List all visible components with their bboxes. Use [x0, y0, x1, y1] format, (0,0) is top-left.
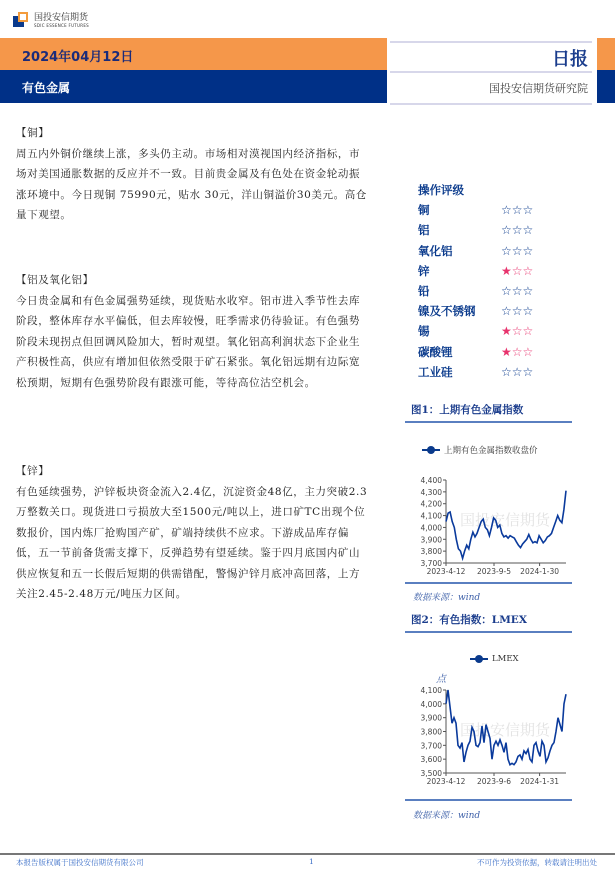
report-date: 2024年04月12日	[22, 50, 134, 65]
section-copper	[16, 123, 371, 226]
metal-name: 铅	[418, 284, 430, 299]
star-empty-icon: ☆	[522, 344, 534, 359]
y-tick-label: 3,800	[420, 727, 442, 737]
star-empty-icon: ☆	[511, 203, 523, 218]
section-zinc	[16, 461, 371, 605]
right-strip-orange	[597, 38, 615, 70]
metal-name: 工业硅	[418, 364, 453, 379]
metal-name: 锡	[418, 324, 430, 339]
rating-row	[418, 261, 533, 281]
star-empty-icon: ☆	[522, 203, 534, 218]
legend-marker-icon	[470, 658, 488, 660]
chart1-plot	[405, 470, 575, 585]
footer-rule	[0, 853, 615, 855]
y-tick-label: 3,500	[420, 769, 442, 778]
star-empty-icon: ☆	[511, 284, 523, 299]
star-empty-icon: ☆	[522, 223, 534, 238]
chart2-bottom-rule	[405, 799, 572, 801]
section-body: 今日贵金属和有色金属强势延续，现货贴水收窄。铝市进入季节性去库阶段，整体库存水平偏低，但去库较慢，旺季需求仍待验证。有色强势阶段未现拐点但回调风险加大，暂时观望。氧化铝高利润状态下企业生产积极性高，供应有增加但依然受限于矿石紧张。氧化铝远期有边际宽松预期，短期有色强势阶段有跟涨可能，等待高位沽空机会。	[16, 294, 361, 389]
rating-title: 操作评级	[418, 183, 464, 198]
institute-name: 国投安信期货研究院	[489, 82, 588, 95]
x-tick-label: 2023-9-5	[476, 567, 512, 576]
star-empty-icon: ☆	[511, 364, 523, 379]
y-tick-label: 4,100	[420, 511, 442, 521]
report-type: 日报	[552, 49, 588, 70]
section-title: 【锌】	[16, 465, 50, 477]
rating-row	[418, 301, 533, 321]
rating-row	[418, 342, 533, 362]
metal-name: 氧化铝	[418, 243, 453, 258]
rating-row	[418, 321, 533, 341]
sector-label: 有色金属	[22, 81, 71, 95]
y-tick-label: 3,700	[420, 741, 442, 751]
chart1-top-rule	[405, 421, 572, 423]
section-aluminum	[16, 270, 371, 393]
star-filled-icon: ★	[501, 324, 512, 339]
x-tick-label: 2024-1-30	[520, 567, 560, 576]
star-filled-icon: ★	[501, 344, 512, 359]
page-number: 1	[309, 857, 314, 866]
y-tick-label: 4,100	[420, 686, 442, 695]
star-empty-icon: ☆	[511, 263, 523, 278]
star-empty-icon: ☆	[511, 304, 523, 319]
company-logo	[13, 12, 89, 28]
legend-marker-icon	[422, 449, 440, 451]
star-empty-icon: ☆	[501, 243, 512, 258]
metal-name: 碳酸锂	[418, 344, 453, 359]
x-tick-label: 2023-4-12	[426, 777, 466, 786]
x-tick-label: 2023-9-6	[476, 777, 512, 786]
metal-name: 镍及不锈钢	[418, 304, 476, 319]
star-empty-icon: ☆	[522, 263, 534, 278]
logo-icon	[13, 12, 29, 28]
y-tick-label: 4,000	[420, 699, 442, 709]
y-tick-label: 3,900	[420, 713, 442, 723]
star-filled-icon: ★	[501, 263, 512, 278]
star-empty-icon: ☆	[511, 243, 523, 258]
star-empty-icon: ☆	[501, 284, 512, 299]
star-empty-icon: ☆	[511, 344, 523, 359]
star-empty-icon: ☆	[501, 364, 512, 379]
chart2-title: 图2：有色指数：LMEX	[411, 614, 527, 626]
rating-row	[418, 281, 533, 301]
title-box-divider	[390, 71, 592, 73]
logo-en: SDIC ESSENCE FUTURES	[34, 22, 90, 28]
star-empty-icon: ☆	[522, 324, 534, 339]
y-tick-label: 3,900	[420, 535, 442, 545]
star-empty-icon: ☆	[522, 304, 534, 319]
y-tick-label: 3,700	[420, 559, 442, 568]
footer-disclaimer: 不可作为投资依据，转载请注明出处	[477, 858, 597, 867]
star-empty-icon: ☆	[501, 203, 512, 218]
metal-name: 锌	[418, 263, 430, 278]
y-tick-label: 4,200	[420, 499, 442, 509]
rating-table	[418, 180, 533, 382]
chart1-title: 图1：上期有色金属指数	[411, 404, 524, 416]
watermark-text: 国投安信期货	[459, 721, 551, 739]
section-body: 有色延续强势，沪锌板块资金流入2.4亿，沉淀资金48亿，主力突破2.3万整数关口。现货进口亏损放大至1500元/吨以上，进口矿TC出现个位数报价，国内炼厂抢购国产矿，矿端持续供不应求。下游成品库存偏低，五一节前备货需支撑下，反弹趋势有望延续。鉴于四月底国内矿山供应恢复和五一长假后短期的供需错配，警惕沪锌月底冲高回落，上方关注2.45-2.48万元/吨压力区间。	[16, 485, 368, 600]
section-title: 【铜】	[16, 127, 50, 139]
y-tick-label: 4,000	[420, 523, 442, 533]
star-empty-icon: ☆	[522, 284, 534, 299]
chart2-ylabel: 点	[436, 674, 446, 685]
rating-row	[418, 200, 533, 220]
y-tick-label: 3,600	[420, 755, 442, 765]
legend-label: 上期有色金属指数收盘价	[444, 446, 538, 456]
watermark-text: 国投安信期货	[459, 511, 551, 529]
y-tick-label: 4,300	[420, 487, 442, 497]
legend-label: LMEX	[492, 654, 519, 664]
rating-row	[418, 362, 533, 382]
section-body: 周五内外铜价继续上涨，多头仍主动。市场相对漠视国内经济指标，市场对美国通胀数据的反应并不一致。目前贵金属及有色处在资金轮动振涨环境中。今日现铜 75990元，贴水 30元，洋山铜溢价30美元。高仓量下观望。	[16, 147, 367, 221]
chart2-legend	[470, 654, 519, 664]
star-empty-icon: ☆	[522, 243, 534, 258]
chart2-top-rule	[405, 631, 572, 633]
chart1-bottom-rule	[405, 582, 572, 584]
star-empty-icon: ☆	[501, 223, 512, 238]
star-empty-icon: ☆	[501, 304, 512, 319]
star-empty-icon: ☆	[511, 223, 523, 238]
rating-row	[418, 241, 533, 261]
star-empty-icon: ☆	[522, 364, 534, 379]
logo-cn: 国投安信期货	[34, 12, 89, 23]
footer-copyright: 本报告版权属于国投安信期货有限公司	[16, 858, 144, 867]
metal-name: 铝	[418, 223, 430, 238]
x-tick-label: 2023-4-12	[426, 567, 466, 576]
y-tick-label: 4,400	[420, 476, 442, 485]
chart2-plot	[405, 680, 575, 795]
chart1-legend	[422, 444, 538, 456]
x-tick-label: 2024-1-31	[520, 777, 560, 786]
right-strip-blue	[597, 70, 615, 103]
chart2-source: 数据来源：wind	[413, 811, 481, 821]
metal-name: 铜	[418, 203, 430, 218]
chart1-source: 数据来源：wind	[413, 593, 481, 603]
section-title: 【铝及氧化铝】	[16, 274, 94, 286]
y-tick-label: 3,800	[420, 547, 442, 557]
rating-row	[418, 220, 533, 240]
star-empty-icon: ☆	[511, 324, 523, 339]
